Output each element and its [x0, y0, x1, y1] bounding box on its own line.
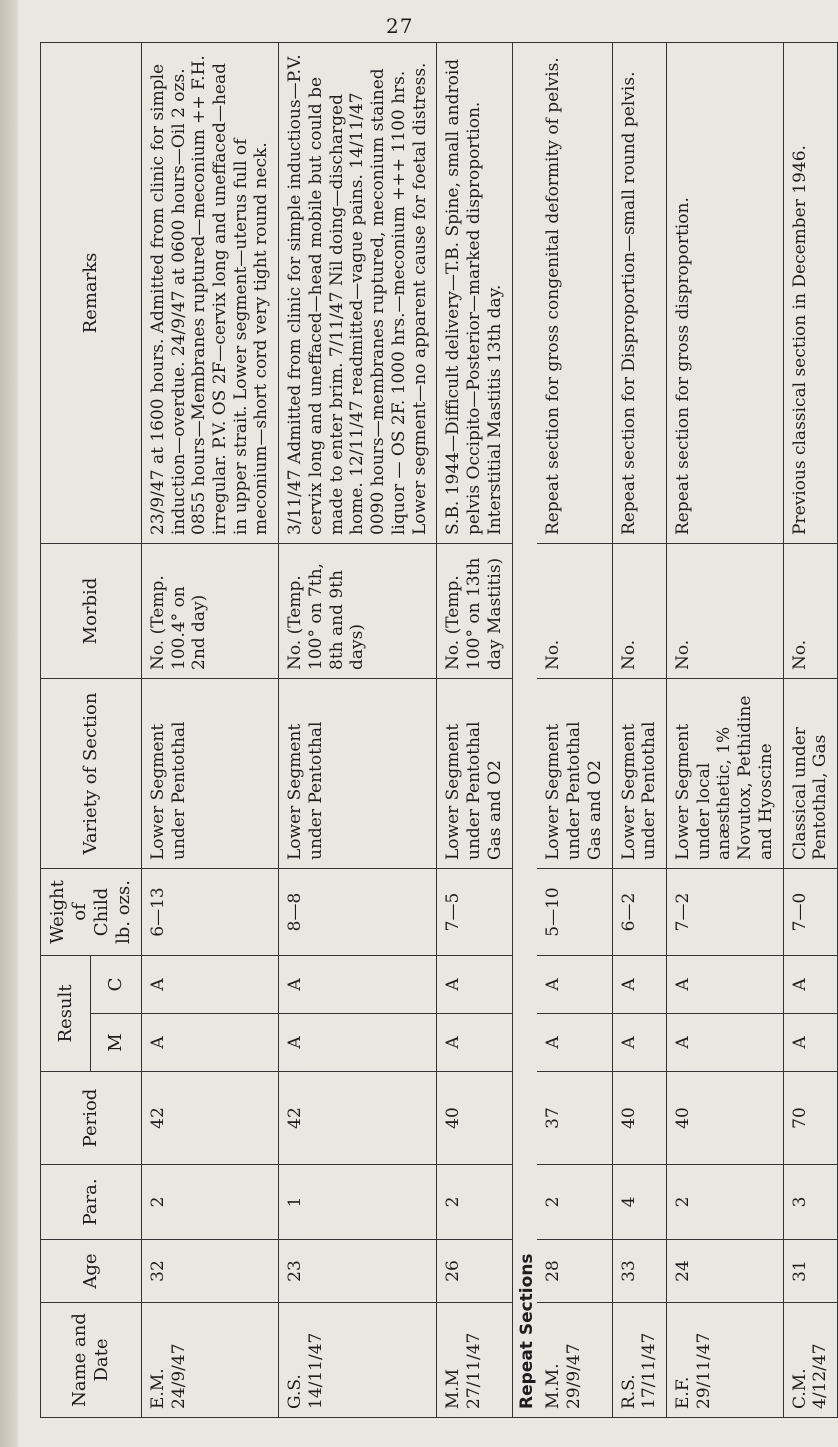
- cell-period: 40: [666, 1072, 783, 1165]
- cell-period: 42: [279, 1072, 437, 1165]
- cell-weight: 7—5: [437, 869, 512, 956]
- cell-variety: Lower Segment under local anæsthetic, 1% Novutox, Pethidine and Hyoscine: [666, 679, 783, 869]
- cell-age: 24: [666, 1240, 783, 1303]
- cell-age: 32: [141, 1240, 278, 1303]
- cell-name-date: [279, 1303, 437, 1418]
- cell-period: 70: [783, 1072, 837, 1165]
- cell-age: 23: [279, 1240, 437, 1303]
- cell-result-m: A: [783, 1014, 837, 1072]
- case-date: 29/11/47: [693, 1332, 714, 1409]
- cell-remarks: Repeat section for Disproportion—small round pelvis.: [612, 43, 666, 544]
- table-row: [437, 43, 512, 1418]
- cell-name-date: [141, 1303, 278, 1418]
- cell-para: 1: [279, 1165, 437, 1240]
- cell-age: 28: [537, 1240, 612, 1303]
- patient-name: R.S.: [618, 1374, 639, 1409]
- cell-morbid: No. (Temp. 100° on 13th day Mastitis): [437, 544, 512, 679]
- rotated-table-container: [40, 43, 831, 1418]
- header-row: [41, 43, 91, 1418]
- page-number: 27: [386, 14, 414, 38]
- cell-weight: 6—2: [612, 869, 666, 956]
- patient-name: M.M: [443, 1368, 464, 1409]
- header-result-m: M: [91, 1014, 141, 1072]
- case-date: 29/9/47: [564, 1343, 585, 1409]
- repeat-sections-label: Repeat Sections: [512, 43, 537, 1418]
- header-morbid: Morbid: [41, 544, 142, 679]
- case-date: 27/11/47: [464, 1332, 485, 1409]
- table-row: [612, 43, 666, 1418]
- patient-name: M.M.: [543, 1363, 564, 1409]
- cell-age: 31: [783, 1240, 837, 1303]
- cell-remarks: Repeat section for gross disproportion.: [666, 43, 783, 544]
- case-date: 17/11/47: [639, 1332, 660, 1409]
- cell-period: 40: [437, 1072, 512, 1165]
- header-para: Para.: [41, 1165, 142, 1240]
- cell-morbid: No.: [783, 544, 837, 679]
- cell-result-c: A: [666, 956, 783, 1014]
- cell-remarks: Previous classical section in December 1946.: [783, 43, 837, 544]
- cell-result-m: A: [612, 1014, 666, 1072]
- cell-result-m: A: [537, 1014, 612, 1072]
- cell-variety: Classical under Pentothal, Gas: [783, 679, 837, 869]
- cell-result-c: A: [783, 956, 837, 1014]
- header-result: Result: [41, 956, 91, 1072]
- cell-period: 37: [537, 1072, 612, 1165]
- cell-para: 4: [612, 1165, 666, 1240]
- cell-morbid: No.: [666, 544, 783, 679]
- cell-morbid: No.: [612, 544, 666, 679]
- table-row: [783, 43, 837, 1418]
- cell-para: 2: [537, 1165, 612, 1240]
- cell-weight: 5—10: [537, 869, 612, 956]
- cell-morbid: No. (Temp. 100.4° on 2nd day): [141, 544, 278, 679]
- cell-result-c: A: [141, 956, 278, 1014]
- cell-para: 2: [141, 1165, 278, 1240]
- cell-result-m: A: [141, 1014, 278, 1072]
- cell-age: 26: [437, 1240, 512, 1303]
- table-row: [279, 43, 437, 1418]
- cell-result-m: A: [666, 1014, 783, 1072]
- cell-variety: Lower Segment under Pentothal Gas and O2: [537, 679, 612, 869]
- cell-remarks: 23/9/47 at 1600 hours. Admitted from clinic for simple induction—overdue. 24/9/47 at 0600 hours—Oil 2 ozs. 0855 hours—Membranes ruptured—meconium ++ F.H. irregular. P.V. OS 2F—cervix long and uneffaced—head in upper strait. Lower segment—uterus full of meconium—short cord very tight round neck.: [141, 43, 278, 544]
- cell-name-date: [437, 1303, 512, 1418]
- case-date: 14/11/47: [305, 1332, 326, 1409]
- patient-name: C.M.: [789, 1368, 810, 1409]
- cell-remarks: Repeat section for gross congenital deformity of pelvis.: [537, 43, 612, 544]
- cell-variety: Lower Segment under Pentothal Gas and O2: [437, 679, 512, 869]
- cell-variety: Lower Segment under Pentothal: [141, 679, 278, 869]
- cell-period: 40: [612, 1072, 666, 1165]
- cell-morbid: No. (Temp. 100° on 7th, 8th and 9th days): [279, 544, 437, 679]
- cell-weight: 7—2: [666, 869, 783, 956]
- cell-para: 3: [783, 1165, 837, 1240]
- cell-result-c: A: [537, 956, 612, 1014]
- patient-name: E.M.: [147, 1368, 168, 1409]
- header-period: Period: [41, 1072, 142, 1165]
- table-row: [141, 43, 278, 1418]
- cell-name-date: [537, 1303, 612, 1418]
- patient-name: G.S.: [285, 1374, 306, 1409]
- cell-para: 2: [666, 1165, 783, 1240]
- cell-weight: 7—0: [783, 869, 837, 956]
- cell-morbid: No.: [537, 544, 612, 679]
- header-name-date: Name and Date: [41, 1303, 142, 1418]
- case-date: 24/9/47: [168, 1343, 189, 1409]
- section-label-row: [512, 43, 537, 1418]
- header-age: Age: [41, 1240, 142, 1303]
- cell-weight: 8—8: [279, 869, 437, 956]
- header-weight: Weight of Child lb. ozs.: [41, 869, 142, 956]
- table-row: [537, 43, 612, 1418]
- cell-name-date: [612, 1303, 666, 1418]
- cell-remarks: S.B. 1944—Difficult delivery—T.B. Spine, small android pelvis Occipito—Posterior—marked disproportion. Interstitial Mastitis 13th day.: [437, 43, 512, 544]
- header-result-c: C: [91, 956, 141, 1014]
- cell-period: 42: [141, 1072, 278, 1165]
- cell-weight: 6—13: [141, 869, 278, 956]
- cell-para: 2: [437, 1165, 512, 1240]
- patient-name: E.F.: [672, 1376, 693, 1409]
- cell-result-m: A: [279, 1014, 437, 1072]
- cell-variety: Lower Segment under Pentothal: [279, 679, 437, 869]
- cell-age: 33: [612, 1240, 666, 1303]
- cell-remarks: 3/11/47 Admitted from clinic for simple inductious—P.V. cervix long and uneffaced—head mobile but could be made to enter brim. 7/11/47 Nil doing—discharged home. 12/11/47 readmitted—vague pains. 14/11/47 0090 hours—membranes ruptured, meconium stained liquor — OS 2F. 1000 hrs.—meconium +++ 1100 hrs. Lower segment—no apparent cause for foetal distress.: [279, 43, 437, 544]
- caesarean-cases-table: [40, 42, 838, 1418]
- header-remarks: Remarks: [41, 43, 142, 544]
- cell-name-date: [666, 1303, 783, 1418]
- page-binding-edge: [0, 0, 18, 1447]
- header-variety: Variety of Section: [41, 679, 142, 869]
- cell-result-c: A: [437, 956, 512, 1014]
- cell-result-m: A: [437, 1014, 512, 1072]
- case-date: 4/12/47: [810, 1343, 831, 1409]
- cell-result-c: A: [612, 956, 666, 1014]
- cell-variety: Lower Segment under Pentothal: [612, 679, 666, 869]
- table-row: [666, 43, 783, 1418]
- cell-result-c: A: [279, 956, 437, 1014]
- cell-name-date: [783, 1303, 837, 1418]
